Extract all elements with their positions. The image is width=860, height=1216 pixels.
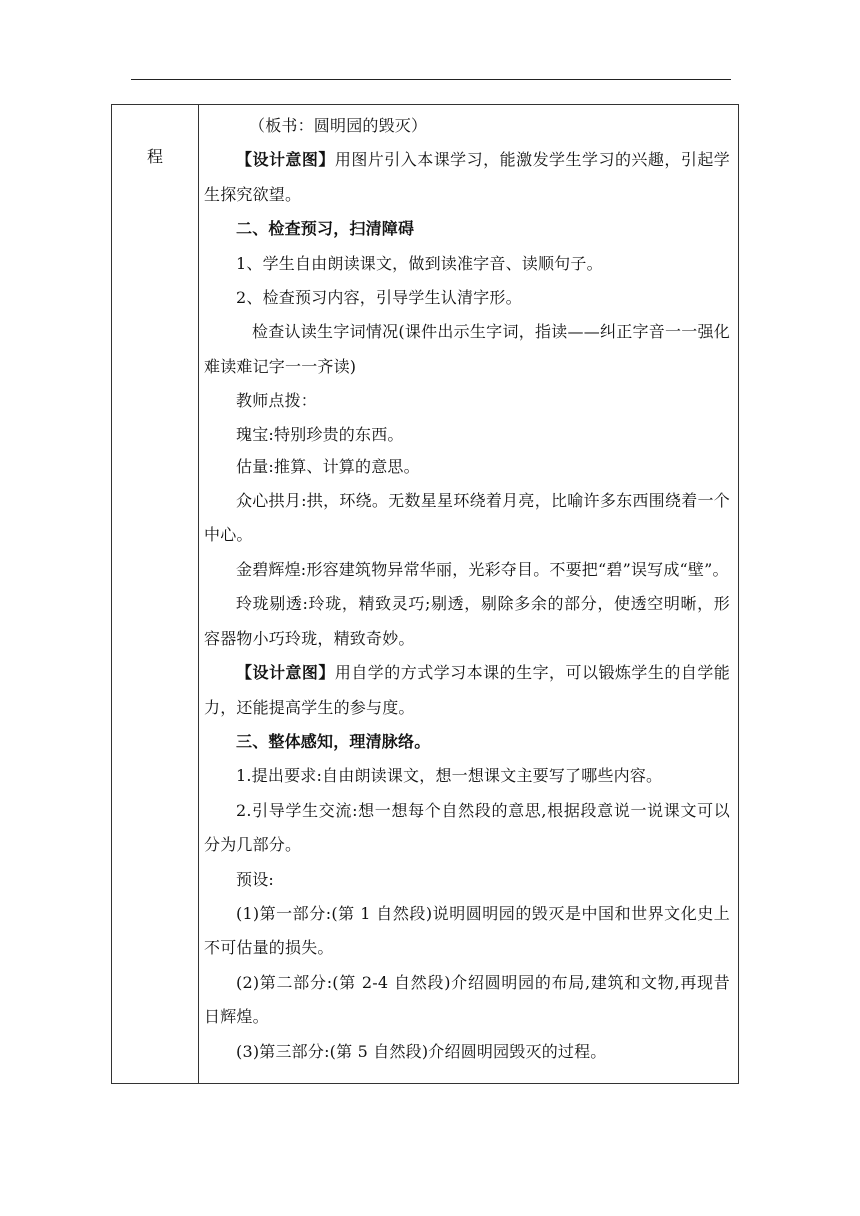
vocab-item: 瑰宝:特别珍贵的东西。	[236, 424, 404, 444]
blackboard-note: （板书：圆明园的毁灭）	[249, 116, 428, 135]
design-intent-tag: 【设计意图】	[236, 150, 335, 170]
preset-label: 预设:	[236, 869, 274, 889]
content-cell	[198, 105, 738, 1083]
design-intent-paragraph-2	[204, 656, 730, 725]
requirement-2: 2.引导学生交流:想一想每个自然段的意思,根据段意说一说课文可以分为几部分。	[204, 800, 730, 855]
part-1: (1)第一部分:(第 1 自然段)说明圆明园的毁灭是中国和世界文化史上不可估量的损失。	[204, 903, 730, 958]
requirement-1: 1.提出要求:自由朗读课文，想一想课文主要写了哪些内容。	[236, 766, 663, 786]
section-heading-3: 三、整体感知，理清脉络。	[236, 731, 431, 751]
section-heading-2: 二、检查预习，扫清障碍	[236, 219, 415, 239]
vocab-item: 玲珑剔透:玲珑，精致灵巧;剔透，剔除多余的部分，使透空明晰，形容器物小巧玲珑，精致奇妙。	[204, 594, 730, 648]
teacher-tip-label: 教师点拨：	[236, 391, 318, 411]
step-1: 1、学生自由朗读课文，做到读准字音、读顺句子。	[236, 253, 603, 273]
check-reading-paragraph: 检查认读生字词情况(课件出示生字词，指读——纠正字音一一强化难读难记字一一齐读)	[204, 322, 730, 376]
vocab-item: 金碧辉煌:形容建筑物异常华丽，光彩夺目。不要把“碧”误写成“壁”。	[236, 559, 729, 579]
row-label-cell: 程	[146, 147, 163, 166]
part-2: (2)第二部分:(第 2-4 自然段)介绍圆明园的布局,建筑和文物,再现昔日辉煌。	[204, 972, 730, 1027]
design-intent-tag: 【设计意图】	[236, 663, 335, 683]
lesson-table	[111, 104, 739, 1084]
design-intent-text: 用图片引入本课学习，能激发学生学习的兴趣，引起学生探究欲望。	[204, 150, 730, 204]
vocab-item: 众心拱月:拱，环绕。无数星星环绕着月亮，比喻许多东西围绕着一个中心。	[204, 491, 730, 545]
step-2: 2、检查预习内容，引导学生认清字形。	[236, 288, 522, 308]
design-intent-text: 用自学的方式学习本课的生字，可以锻炼学生的自学能力，还能提高学生的参与度。	[204, 663, 730, 717]
design-intent-paragraph-1	[204, 143, 730, 212]
part-3: (3)第三部分:(第 5 自然段)介绍圆明园毁灭的过程。	[236, 1041, 607, 1061]
header-rule	[131, 79, 731, 80]
vocab-item: 估量:推算、计算的意思。	[236, 456, 420, 476]
